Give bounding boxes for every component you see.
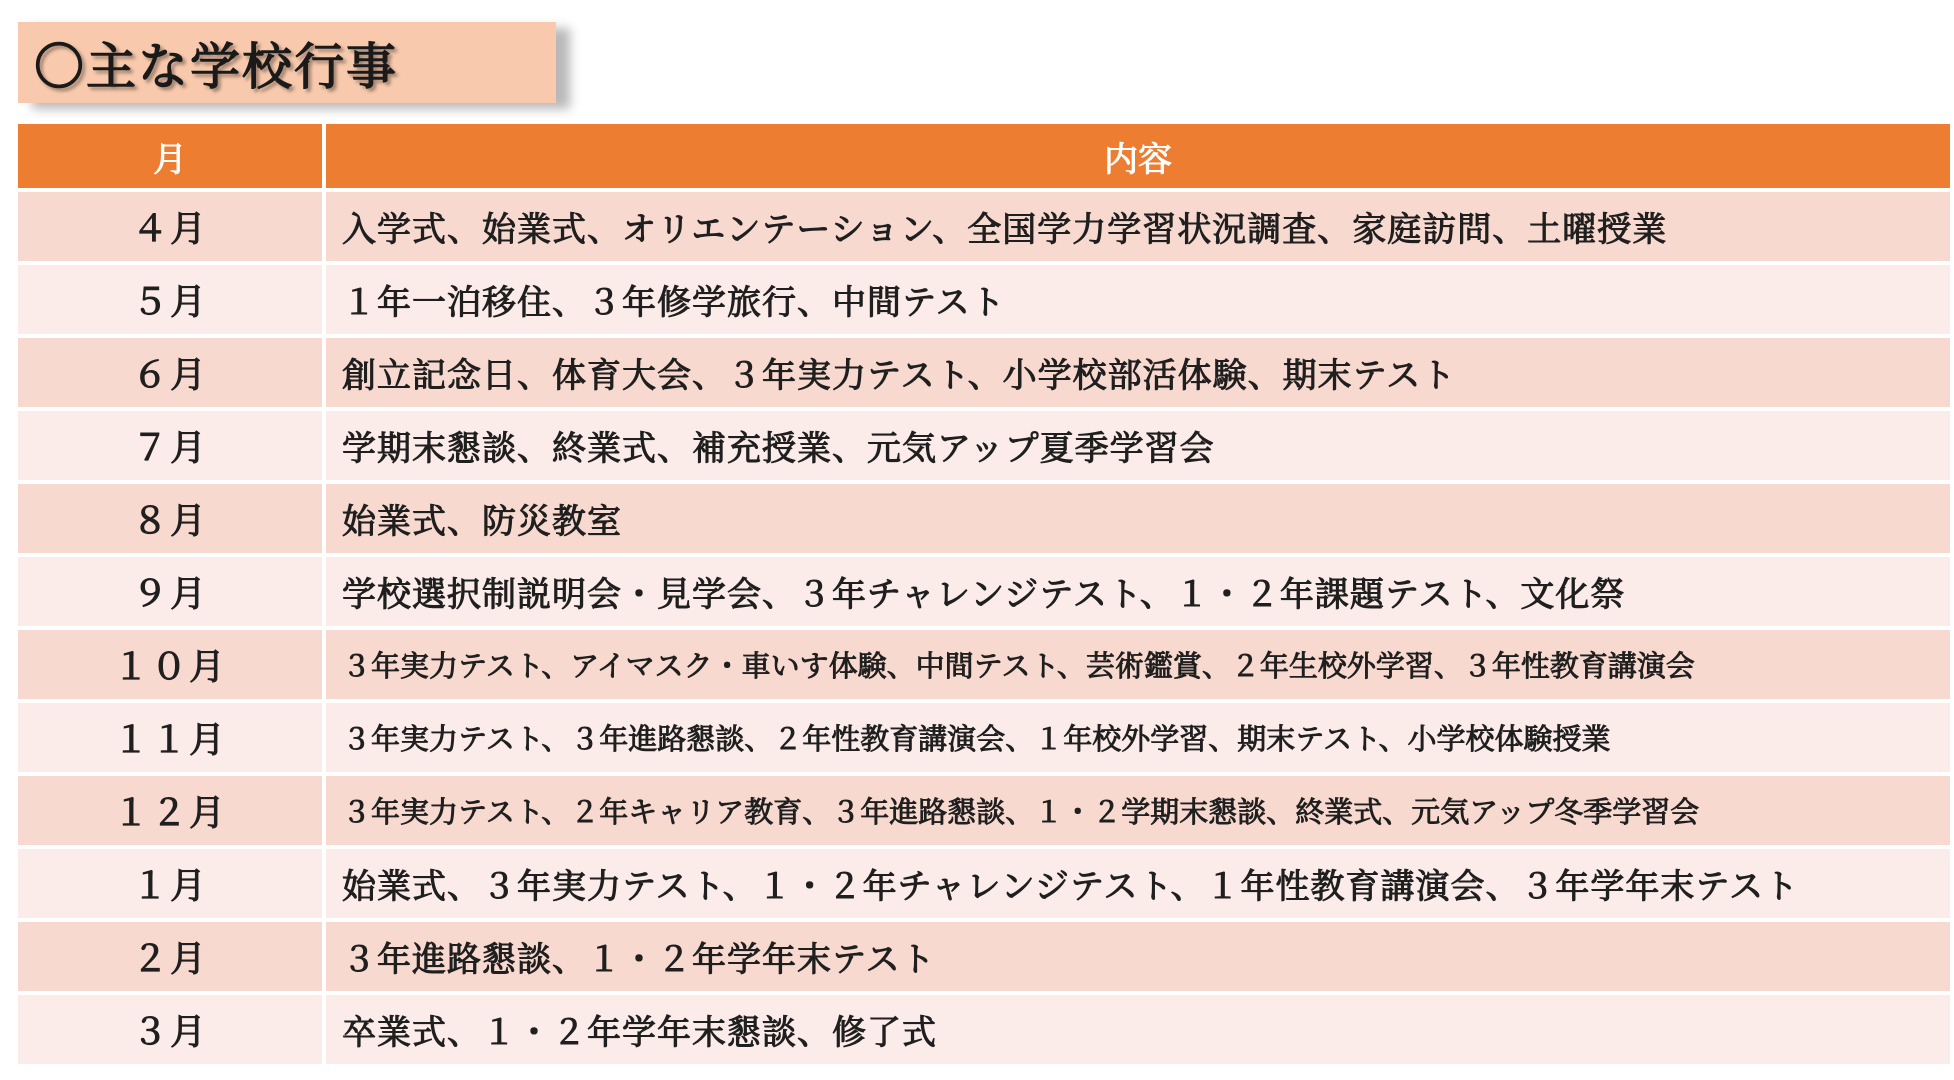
month-cell: １０月: [18, 628, 324, 701]
school-events-table: [18, 124, 1950, 1064]
table-row: [18, 336, 1950, 409]
events-cell: 卒業式、１・２年学年末懇談、修了式: [324, 993, 1950, 1064]
table-row: [18, 774, 1950, 847]
events-cell: １年一泊移住、３年修学旅行、中間テスト: [324, 263, 1950, 336]
events-cell: 学期末懇談、終業式、補充授業、元気アップ夏季学習会: [324, 409, 1950, 482]
table-row: [18, 482, 1950, 555]
table-row: [18, 701, 1950, 774]
table-header-row: [18, 124, 1950, 190]
month-cell: ５月: [18, 263, 324, 336]
table-row: [18, 628, 1950, 701]
events-cell: 創立記念日、体育大会、３年実力テスト、小学校部活体験、期末テスト: [324, 336, 1950, 409]
table-row: [18, 555, 1950, 628]
events-cell: 入学式、始業式、オリエンテーション、全国学力学習状況調査、家庭訪問、土曜授業: [324, 190, 1950, 263]
table-row: [18, 847, 1950, 920]
month-cell: ８月: [18, 482, 324, 555]
month-cell: ９月: [18, 555, 324, 628]
table-row: [18, 993, 1950, 1064]
header-content: 内容: [324, 124, 1950, 190]
events-cell: ３年進路懇談、１・２年学年末テスト: [324, 920, 1950, 993]
month-cell: ４月: [18, 190, 324, 263]
table-row: [18, 409, 1950, 482]
events-cell: ３年実力テスト、３年進路懇談、２年性教育講演会、１年校外学習、期末テスト、小学校体験授業: [324, 701, 1950, 774]
header-month: 月: [18, 124, 324, 190]
table-row: [18, 263, 1950, 336]
events-cell: 学校選択制説明会・見学会、３年チャレンジテスト、１・２年課題テスト、文化祭: [324, 555, 1950, 628]
month-cell: ７月: [18, 409, 324, 482]
month-cell: ６月: [18, 336, 324, 409]
month-cell: １２月: [18, 774, 324, 847]
table-row: [18, 920, 1950, 993]
section-title-box: [18, 22, 556, 103]
events-cell: 始業式、防災教室: [324, 482, 1950, 555]
events-cell: ３年実力テスト、アイマスク・車いす体験、中間テスト、芸術鑑賞、２年生校外学習、３年性教育講演会: [324, 628, 1950, 701]
section-title: 〇主な学校行事: [34, 37, 398, 96]
month-cell: ２月: [18, 920, 324, 993]
month-cell: ３月: [18, 993, 324, 1064]
events-cell: 始業式、３年実力テスト、１・２年チャレンジテスト、１年性教育講演会、３年学年末テスト: [324, 847, 1950, 920]
events-cell: ３年実力テスト、２年キャリア教育、３年進路懇談、１・２学期末懇談、終業式、元気アップ冬季学習会: [324, 774, 1950, 847]
table-row: [18, 190, 1950, 263]
month-cell: １月: [18, 847, 324, 920]
month-cell: １１月: [18, 701, 324, 774]
